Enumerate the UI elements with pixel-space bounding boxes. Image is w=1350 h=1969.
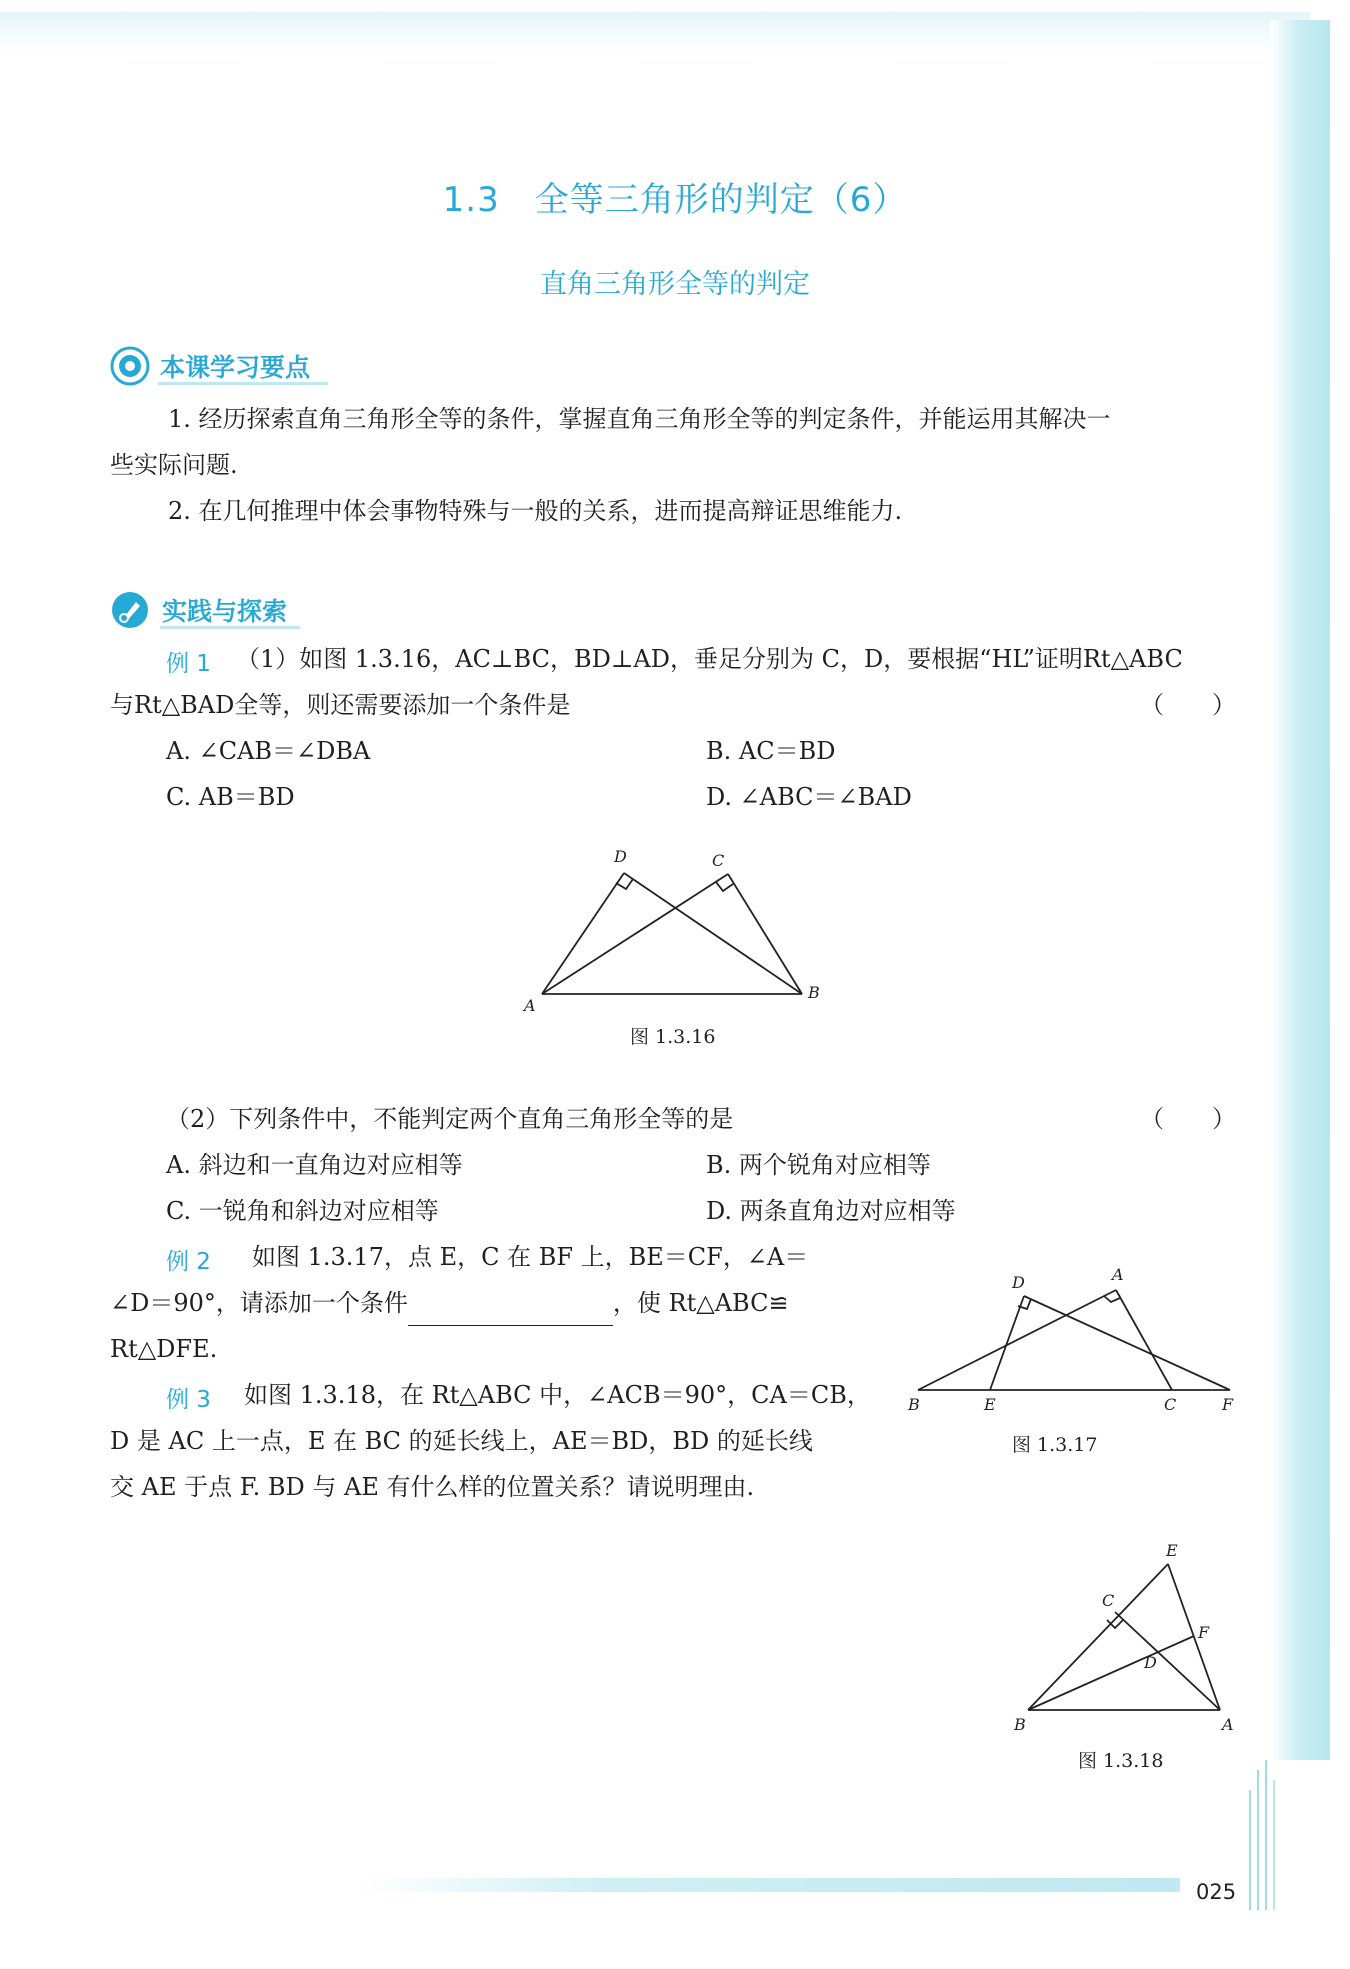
- section-underline: [158, 382, 328, 385]
- explore-icon: [110, 590, 150, 630]
- q1-option-d: D. ∠ABC＝∠BAD: [706, 783, 912, 811]
- fig16-label-c: C: [712, 851, 725, 870]
- q2-option-d: D. 两条直角边对应相等: [706, 1197, 956, 1225]
- example-1-q1-line2: 与Rt△BAD全等，则还需要添加一个条件是: [110, 691, 571, 719]
- key-point-1-line1: 1. 经历探索直角三角形全等的条件，掌握直角三角形全等的判定条件，并能运用其解决一: [168, 405, 1111, 433]
- figure-1-3-17: [900, 1262, 1250, 1422]
- fig18-label-d: D: [1144, 1653, 1157, 1672]
- fig18-label-c: C: [1102, 1591, 1115, 1610]
- bottom-edge-decoration: [360, 1878, 1180, 1892]
- key-point-1-line2: 些实际问题.: [110, 451, 238, 479]
- fig18-label-e: E: [1166, 1541, 1178, 1560]
- example-2-line1: 如图 1.3.17，点 E，C 在 BF 上，BE＝CF，∠A＝: [252, 1243, 809, 1271]
- fig17-label-f: F: [1222, 1395, 1234, 1414]
- example-2-line2-end: ，使 Rt△ABC≌: [612, 1289, 789, 1317]
- q1-option-b: B. AC＝BD: [706, 737, 836, 765]
- figure-1-3-16: [520, 846, 840, 1016]
- example-2-line2-start: ∠D＝90°，请添加一个条件: [110, 1289, 408, 1317]
- example-3-tag: 例 3: [166, 1387, 211, 1413]
- target-icon: [110, 346, 150, 386]
- answer-blank[interactable]: [408, 1301, 613, 1326]
- fig17-label-a: A: [1112, 1265, 1124, 1284]
- figure-1-3-18: [1000, 1538, 1250, 1738]
- q1-option-a: A. ∠CAB＝∠DBA: [166, 737, 371, 765]
- q2-option-b: B. 两个锐角对应相等: [706, 1151, 931, 1179]
- q1-option-c: C. AB＝BD: [166, 783, 295, 811]
- page-number: 025: [1196, 1880, 1237, 1904]
- fig16-label-b: B: [808, 983, 820, 1002]
- example-3-line1: 如图 1.3.18，在 Rt△ABC 中，∠ACB＝90°，CA＝CB，: [244, 1381, 871, 1409]
- section-underline: [160, 626, 300, 629]
- page-title: 1.3 全等三角形的判定（6）: [442, 180, 908, 220]
- example-3-line3: 交 AE 于点 F. BD 与 AE 有什么样的位置关系？请说明理由.: [110, 1473, 755, 1501]
- example-1-tag: 例 1: [166, 651, 211, 677]
- figure-1-3-16-caption: 图 1.3.16: [630, 1026, 716, 1048]
- figure-1-3-18-caption: 图 1.3.18: [1078, 1750, 1164, 1772]
- fig17-label-b: B: [908, 1395, 920, 1414]
- fig18-label-f: F: [1198, 1623, 1210, 1642]
- section-practice-label: 实践与探索: [162, 597, 288, 626]
- answer-paren-q2: （ ）: [1140, 1105, 1236, 1133]
- example-1-q2-line: （2）下列条件中，不能判定两个直角三角形全等的是: [166, 1105, 734, 1133]
- section-key-points-label: 本课学习要点: [160, 353, 311, 382]
- fig17-label-d: D: [1012, 1273, 1025, 1292]
- example-2-line2: [110, 1280, 789, 1326]
- fig18-label-b: B: [1014, 1715, 1026, 1734]
- example-3-line2: D 是 AC 上一点，E 在 BC 的延长线上，AE＝BD，BD 的延长线: [110, 1427, 813, 1455]
- example-1-q1-line1: （1）如图 1.3.16，AC⊥BC，BD⊥AD，垂足分别为 C，D，要根据“HL”证明Rt△ABC: [236, 645, 1183, 673]
- fig17-label-e: E: [984, 1395, 996, 1414]
- fig18-label-a: A: [1222, 1715, 1234, 1734]
- top-edge-decoration: [0, 12, 1310, 52]
- q2-option-a: A. 斜边和一直角边对应相等: [166, 1151, 463, 1179]
- figure-1-3-17-caption: 图 1.3.17: [1012, 1434, 1098, 1456]
- fig16-label-a: A: [524, 996, 536, 1015]
- key-point-2: 2. 在几何推理中体会事物特殊与一般的关系，进而提高辩证思维能力.: [168, 497, 903, 525]
- example-2-line3: Rt△DFE.: [110, 1335, 218, 1363]
- fig16-label-d: D: [614, 847, 627, 866]
- fig17-label-c: C: [1164, 1395, 1177, 1414]
- q2-option-c: C. 一锐角和斜边对应相等: [166, 1197, 439, 1225]
- edge-lines-decoration: [1240, 1760, 1330, 1910]
- answer-paren-q1: （ ）: [1140, 691, 1236, 719]
- example-2-tag: 例 2: [166, 1249, 211, 1275]
- page-subtitle: 直角三角形全等的判定: [540, 269, 810, 300]
